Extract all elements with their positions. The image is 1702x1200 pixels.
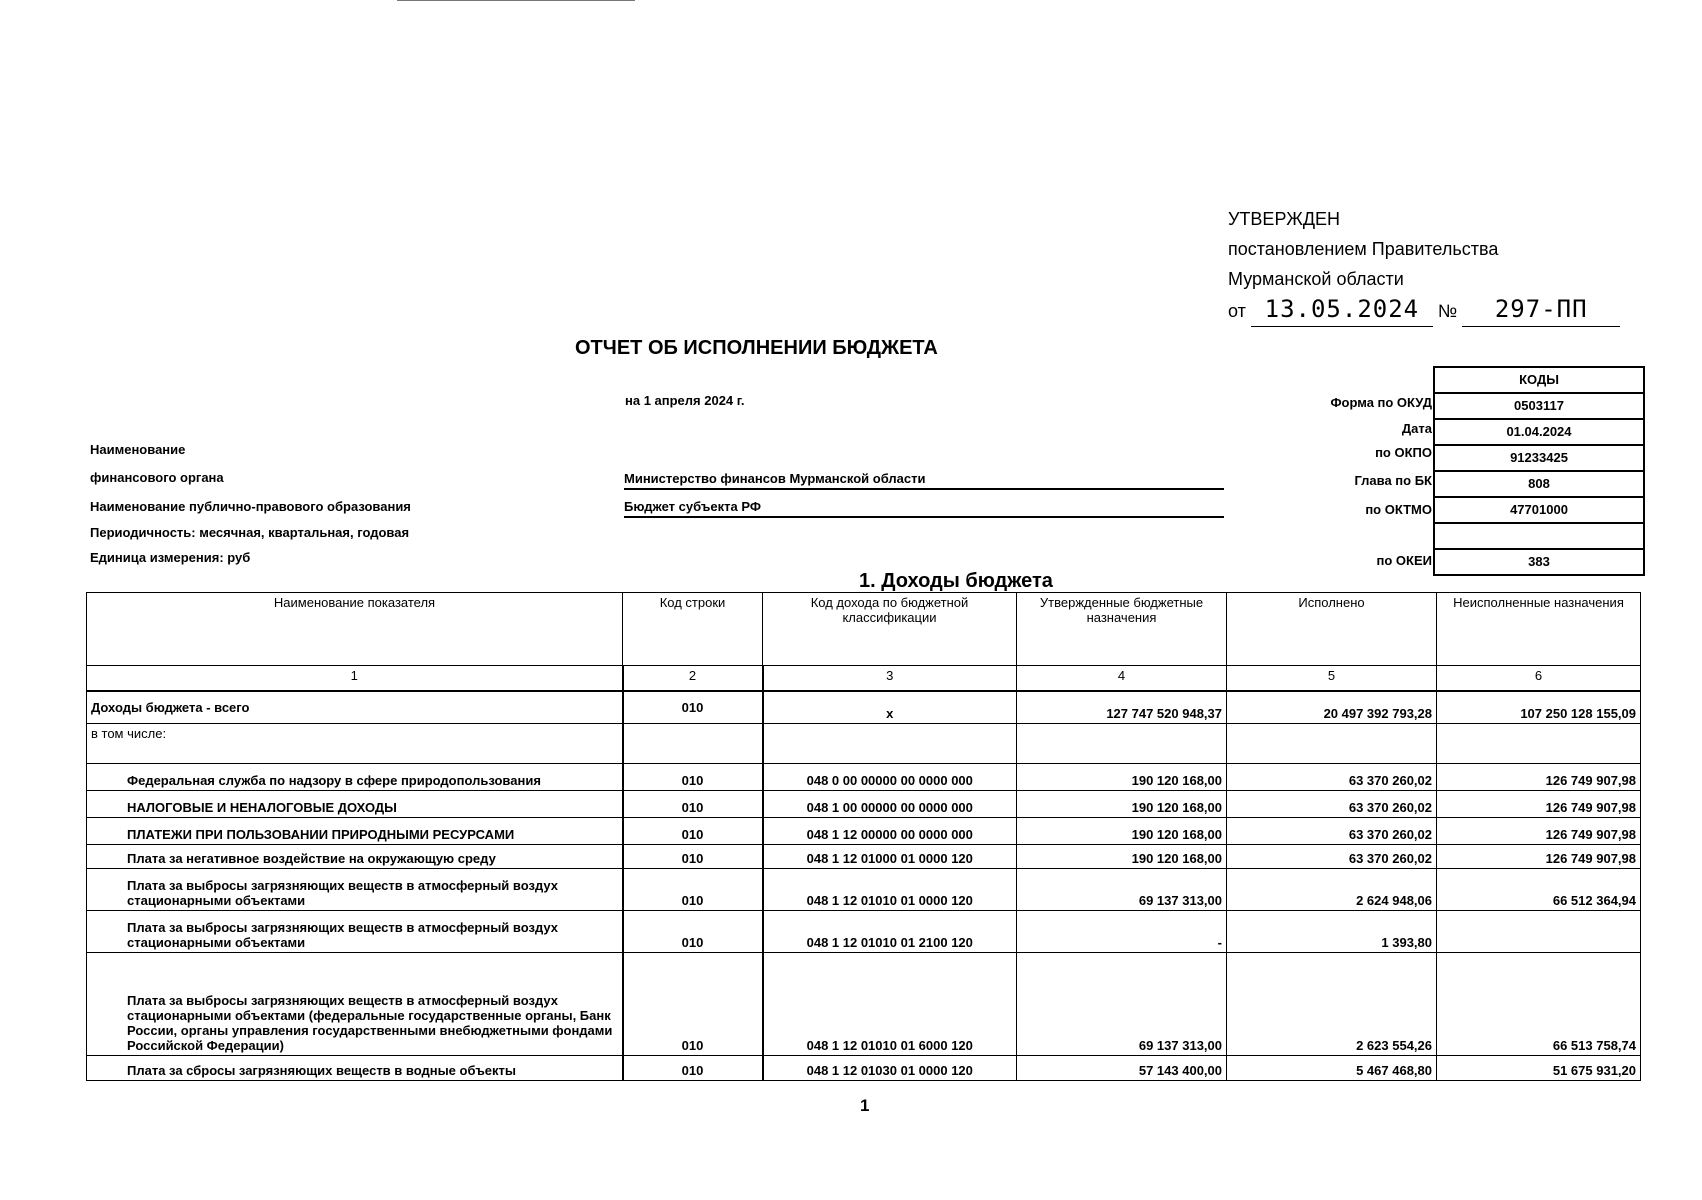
row-line: 010: [623, 790, 763, 817]
row-code: 048 1 12 00000 00 0000 000: [763, 817, 1017, 844]
row-approved: 127 747 520 948,37: [1017, 691, 1227, 723]
row-line: 010: [623, 868, 763, 910]
row-executed: 63 370 260,02: [1227, 817, 1437, 844]
row-code: [763, 723, 1017, 763]
row-approved: 69 137 313,00: [1017, 868, 1227, 910]
row-name: Плата за сбросы загрязняющих веществ в водные объекты: [87, 1055, 623, 1080]
table-row: [87, 763, 1641, 790]
row-line: 010: [623, 844, 763, 868]
approval-line2: постановлением Правительства: [1228, 239, 1499, 259]
row-name: Федеральная служба по надзору в сфере природопользования: [87, 763, 623, 790]
row-code: 048 1 12 01010 01 2100 120: [763, 910, 1017, 952]
fin-org-value: Министерство финансов Мурманской области: [624, 471, 1224, 490]
row-executed: 20 497 392 793,28: [1227, 691, 1437, 723]
from-label: от: [1228, 301, 1246, 321]
row-approved: 190 120 168,00: [1017, 844, 1227, 868]
report-title: ОТЧЕТ ОБ ИСПОЛНЕНИИ БЮДЖЕТА: [575, 337, 938, 359]
row-name: в том числе:: [87, 723, 623, 763]
row-name: Плата за выбросы загрязняющих веществ в атмосферный воздух стационарными объектами: [87, 868, 623, 910]
header-approved: Утвержденные бюджетные назначения: [1017, 593, 1227, 666]
table-row: [87, 910, 1641, 952]
header-line-code: Код строки: [623, 593, 763, 666]
table-row: [87, 844, 1641, 868]
approval-ref: [1228, 294, 1620, 327]
header-name: Наименование показателя: [87, 593, 623, 666]
col-num-5: 5: [1227, 666, 1437, 692]
section-title: 1. Доходы бюджета: [859, 570, 1053, 592]
row-name: Плата за негативное воздействие на окружающую среду: [87, 844, 623, 868]
approval-block: [1228, 204, 1620, 327]
table-row: [87, 952, 1641, 1055]
row-executed: [1227, 723, 1437, 763]
row-line: 010: [623, 691, 763, 723]
row-code: 048 1 12 01010 01 6000 120: [763, 952, 1017, 1055]
codes-box: [1433, 366, 1645, 576]
code-empty: [1435, 524, 1643, 550]
code-okpo: 91233425: [1435, 446, 1643, 472]
row-code: 048 1 12 01010 01 0000 120: [763, 868, 1017, 910]
code-bk: 808: [1435, 472, 1643, 498]
column-numbers-row: [87, 666, 1641, 692]
row-line: 010: [623, 763, 763, 790]
code-okei: 383: [1435, 550, 1643, 576]
pub-entity-label: Наименование публично-правового образования: [90, 499, 411, 514]
row-unexecuted: 126 749 907,98: [1437, 844, 1641, 868]
code-label-okud: Форма по ОКУД: [1330, 395, 1432, 410]
row-approved: 190 120 168,00: [1017, 763, 1227, 790]
name-label-2: финансового органа: [90, 470, 224, 485]
header-income-code: Код дохода по бюджетной классификации: [763, 593, 1017, 666]
header-unexecuted: Неисполненные назначения: [1437, 593, 1641, 666]
row-code: 048 0 00 00000 00 0000 000: [763, 763, 1017, 790]
code-label-bk: Глава по БК: [1354, 473, 1432, 488]
approval-number: 297-ПП: [1494, 295, 1588, 323]
col-num-2: 2: [623, 666, 763, 692]
table-row-including: [87, 723, 1641, 763]
row-name: ПЛАТЕЖИ ПРИ ПОЛЬЗОВАНИИ ПРИРОДНЫМИ РЕСУРСАМИ: [87, 817, 623, 844]
name-label-1: Наименование: [90, 442, 186, 457]
row-line: 010: [623, 1055, 763, 1080]
col-num-3: 3: [763, 666, 1017, 692]
unit-label: Единица измерения: руб: [90, 550, 251, 565]
row-executed: 5 467 468,80: [1227, 1055, 1437, 1080]
row-name: НАЛОГОВЫЕ И НЕНАЛОГОВЫЕ ДОХОДЫ: [87, 790, 623, 817]
col-num-6: 6: [1437, 666, 1641, 692]
row-unexecuted: 66 513 758,74: [1437, 952, 1641, 1055]
row-code: 048 1 00 00000 00 0000 000: [763, 790, 1017, 817]
row-approved: 190 120 168,00: [1017, 790, 1227, 817]
row-approved: 57 143 400,00: [1017, 1055, 1227, 1080]
col-num-1: 1: [87, 666, 623, 692]
row-name: Плата за выбросы загрязняющих веществ в атмосферный воздух стационарными объектами (федеральные государственные органы, Банк России, органы управления государственными внебюджетными фондами Российской Федерации): [87, 952, 623, 1055]
row-line: 010: [623, 910, 763, 952]
page-number: 1: [860, 1096, 870, 1115]
row-unexecuted: [1437, 723, 1641, 763]
periodicity: Периодичность: месячная, квартальная, годовая: [90, 525, 410, 540]
top-rule: [397, 0, 635, 1]
row-approved: [1017, 723, 1227, 763]
approval-line1: УТВЕРЖДЕН: [1228, 209, 1341, 229]
row-executed: 63 370 260,02: [1227, 763, 1437, 790]
row-approved: -: [1017, 910, 1227, 952]
codes-header: КОДЫ: [1435, 368, 1643, 394]
row-line: 010: [623, 952, 763, 1055]
row-executed: 63 370 260,02: [1227, 790, 1437, 817]
row-unexecuted: [1437, 910, 1641, 952]
row-name: Плата за выбросы загрязняющих веществ в атмосферный воздух стационарными объектами: [87, 910, 623, 952]
row-code: x: [763, 691, 1017, 723]
code-date: 01.04.2024: [1435, 420, 1643, 446]
code-label-okpo: по ОКПО: [1375, 445, 1432, 460]
code-label-oktmo: по ОКТМО: [1365, 502, 1432, 517]
table-row: [87, 1055, 1641, 1080]
table-row: [87, 790, 1641, 817]
code-label-date: Дата: [1401, 421, 1432, 436]
code-okud: 0503117: [1435, 394, 1643, 420]
approval-date: 13.05.2024: [1264, 295, 1420, 323]
row-code: 048 1 12 01000 01 0000 120: [763, 844, 1017, 868]
row-approved: 190 120 168,00: [1017, 817, 1227, 844]
report-date: на 1 апреля 2024 г.: [625, 393, 745, 408]
row-unexecuted: 51 675 931,20: [1437, 1055, 1641, 1080]
code-label-okei: по ОКЕИ: [1376, 553, 1432, 568]
row-unexecuted: 107 250 128 155,09: [1437, 691, 1641, 723]
row-unexecuted: 126 749 907,98: [1437, 817, 1641, 844]
row-code: 048 1 12 01030 01 0000 120: [763, 1055, 1017, 1080]
col-num-4: 4: [1017, 666, 1227, 692]
row-executed: 2 623 554,26: [1227, 952, 1437, 1055]
number-label: №: [1437, 301, 1458, 321]
row-line: 010: [623, 817, 763, 844]
row-executed: 2 624 948,06: [1227, 868, 1437, 910]
approval-line3: Мурманской области: [1228, 269, 1404, 289]
row-executed: 1 393,80: [1227, 910, 1437, 952]
table-row: [87, 817, 1641, 844]
row-unexecuted: 126 749 907,98: [1437, 790, 1641, 817]
row-executed: 63 370 260,02: [1227, 844, 1437, 868]
table-row: [87, 868, 1641, 910]
pub-entity-value: Бюджет субъекта РФ: [624, 499, 1224, 518]
header-executed: Исполнено: [1227, 593, 1437, 666]
row-unexecuted: 66 512 364,94: [1437, 868, 1641, 910]
row-approved: 69 137 313,00: [1017, 952, 1227, 1055]
code-oktmo: 47701000: [1435, 498, 1643, 524]
row-line: [623, 723, 763, 763]
table-row-total: [87, 691, 1641, 723]
revenue-table: [86, 592, 1641, 1081]
row-unexecuted: 126 749 907,98: [1437, 763, 1641, 790]
row-name: Доходы бюджета - всего: [87, 691, 623, 723]
